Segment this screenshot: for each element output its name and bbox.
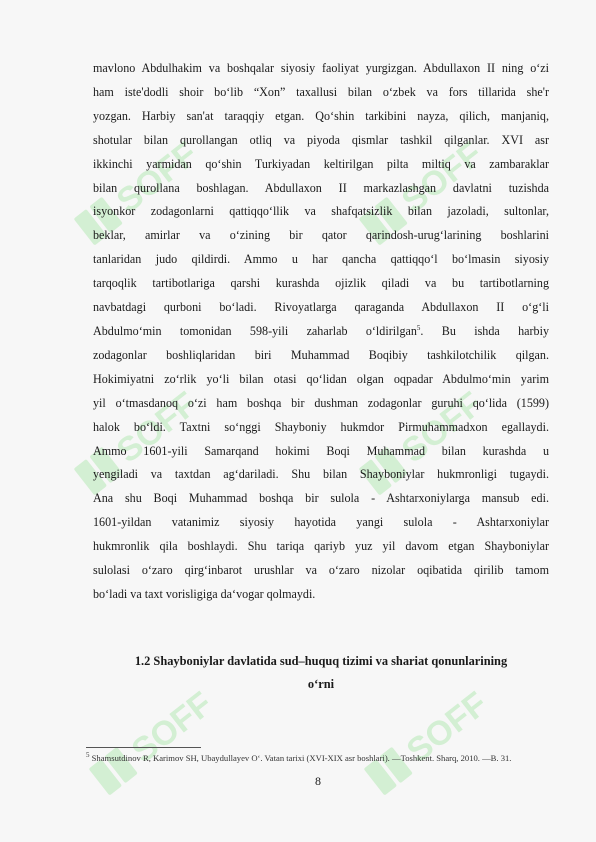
- svg-text:SOFF: SOFF: [399, 684, 495, 771]
- footnote-ref[interactable]: 5: [416, 323, 421, 332]
- heading-line: o‘rni: [307, 677, 335, 691]
- text-line: hukmronlik qila boshlaydi. Shu tariqa qariyb yuz yil davom etgan Shayboniylar: [93, 539, 549, 554]
- text-line: yozgan. Harbiy san'at taraqqiy etgan. Qo‘shin tarkibini nayza, qilich, manjaniq,: [93, 108, 549, 123]
- svg-text:SOFF: SOFF: [394, 384, 490, 471]
- text-line: bilan qurollana boshlagan. Abdullaxon II markazlashgan davlatni tuzishda: [93, 180, 549, 195]
- text-line-with-footnote: [93, 320, 549, 344]
- text-line: tanlaridan judo qildirdi. Ammo u har qancha qattiqqo‘l bo‘lmasin siyosiy: [93, 252, 549, 267]
- footnote: [86, 752, 552, 764]
- text-line: mavlono Abdulhakim va boshqalar siyosiy faoliyat yurgizgan. Abdullaxon II ning o‘zi: [93, 61, 549, 75]
- text-line: Hokimiyatni zo‘rlik yo‘li bilan otasi qo‘lidan olgan oqpadar Abdulmo‘min yarim: [93, 371, 549, 386]
- footnote-divider: [86, 747, 201, 748]
- body-paragraph: [93, 57, 549, 607]
- text-line: beklar, amirlar va o‘zining bir qator qarindosh-urug‘larining boshlarini: [93, 228, 549, 243]
- text-line: yil o‘tmasdanoq o‘zi ham boshqa bir dushman zodagonlar guruhi qo‘lida (1599): [93, 395, 549, 410]
- svg-text:SOFF: SOFF: [124, 684, 220, 771]
- text-fragment: . Bu ishda harbiy: [420, 323, 549, 338]
- text-line: tarqoqlik tartibotlariga qarshi kurashda ojizlik qiladi va bu tartibotlarning: [93, 276, 549, 291]
- text-line: ham iste'dodli shoir bo‘lib “Xon” taxallusi bilan o‘zbek va fors tillarida she'r: [93, 84, 549, 99]
- text-line: bo‘ladi va taxt vorisligiga da‘vogar qolmaydi.: [93, 586, 316, 601]
- text-line: zodagonlar boshliqlaridan biri Muhammad Boqibiy tashkilotchilik qilgan.: [93, 347, 549, 362]
- heading-line: 1.2 Shayboniylar davlatida sud–huquq tizimi va shariat qonunlarining: [134, 654, 508, 668]
- text-line: ikkinchi yarmidan qo‘shin Turkiyadan keltirilgan pilta miltiq va zambaraklar: [93, 156, 549, 171]
- text-fragment: Abdulmo‘min tomonidan 598-yili zaharlab o‘ldirilgan: [93, 323, 417, 338]
- text-line: yengiladi va taxtdan ag‘dariladi. Shu bilan Shayboniylar hukmronligi tugaydi.: [93, 467, 549, 482]
- footnote-marker: 5: [86, 751, 90, 760]
- svg-text:SOFF: SOFF: [394, 134, 490, 221]
- page-number: 8: [315, 774, 321, 788]
- text-line: navbatdagi qurboni bo‘ladi. Rivoyatlarga qaraganda Abdullaxon II o‘g‘li: [93, 300, 549, 315]
- text-line: shotular bilan qurollangan otliq va piyoda qismlar tashkil qilganlar. XVI asr: [93, 132, 549, 147]
- text-line: halok bo‘ldi. Taxtni so‘nggi Shayboniy hukmdor Pirmuhammadxon egallaydi.: [93, 419, 549, 434]
- text-line: isyonkor zodagonlarni qattiqqo‘llik va shafqatsizlik bilan jazoladi, sultonlar,: [93, 204, 549, 219]
- svg-text:SOFF: SOFF: [109, 384, 205, 471]
- text-line: Ana shu Boqi Muhammad boshqa bir sulola - Ashtarxoniylarga mansub edi.: [93, 491, 549, 506]
- text-line: sulolasi o‘zaro qirg‘inbarot urushlar va o‘zaro nizolar oqibatida qirilib tamom: [93, 563, 549, 578]
- text-line: Ammo 1601-yili Samarqand hokimi Boqi Muhammad bilan kurashda u: [93, 443, 549, 458]
- section-heading: [93, 650, 549, 696]
- svg-text:SOFF: SOFF: [109, 134, 205, 221]
- footnote-text: Shamsutdinov R, Karimov SH, Ubaydullayev O‘. Vatan tarixi (XVI-XIX asr boshlari). —Toshkent. Sharq, 2010. —B. 31.: [89, 753, 512, 763]
- text-line: 1601-yildan vatanimiz siyosiy hayotida yangi sulola - Ashtarxoniylar: [93, 515, 549, 530]
